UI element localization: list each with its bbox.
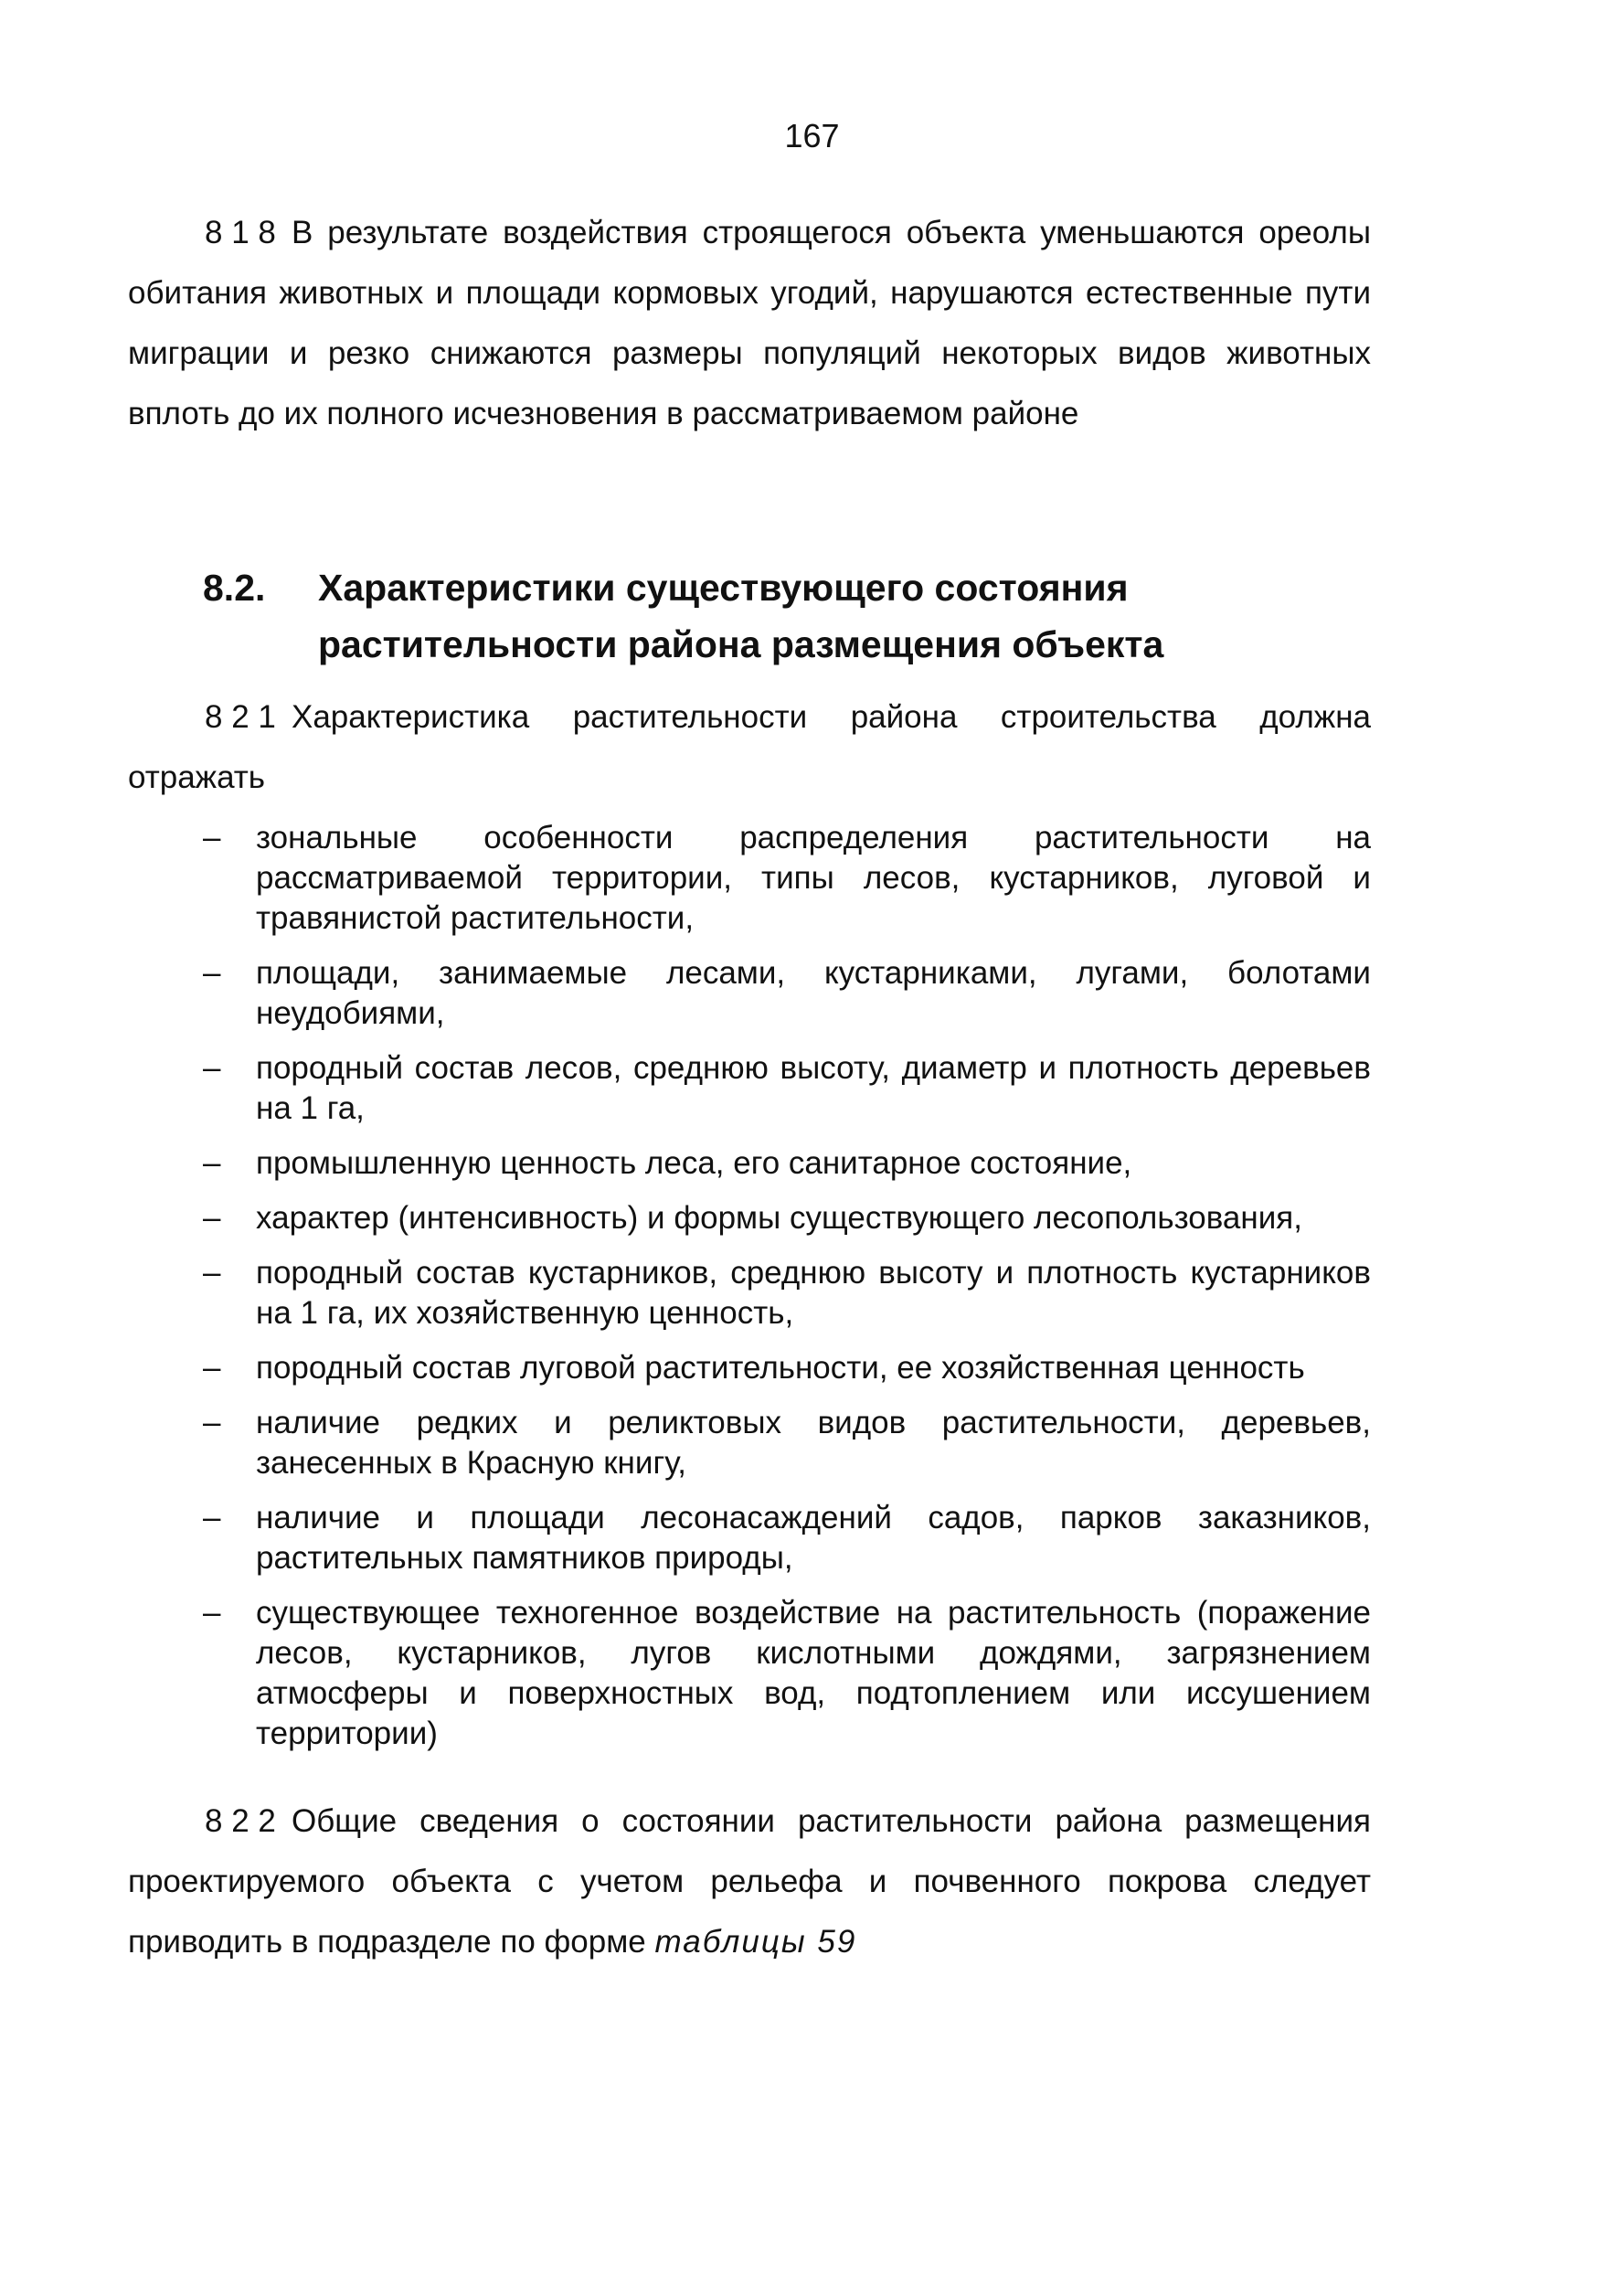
list-item-text: промышленную ценность леса, его санитарное состояние, <box>256 1145 1132 1181</box>
page-number: 167 <box>784 117 840 154</box>
list-item <box>203 1253 1371 1333</box>
list-item <box>203 1143 1371 1184</box>
list-item-text: породный состав кустарников, среднюю высоту и плотность кустарников на 1 га, их хозяйственную ценность, <box>256 1255 1371 1331</box>
paragraph-number: 8 2 1 <box>205 699 276 735</box>
list-item-text: площади, занимаемые лесами, кустарниками, лугами, болотами неудобиями, <box>256 955 1371 1031</box>
paragraph-number: 8 1 8 <box>205 215 276 250</box>
list-item <box>203 1593 1371 1754</box>
list-item <box>203 1348 1371 1388</box>
dash-bullet: – <box>203 1255 221 1291</box>
list-item <box>203 1048 1371 1129</box>
dash-bullet: – <box>203 1595 221 1631</box>
list-item <box>203 1198 1371 1238</box>
dash-bullet: – <box>203 1405 221 1440</box>
list-item-text: породный состав луговой растительности, ее хозяйственная ценность <box>256 1350 1305 1386</box>
list-item-text: характер (интенсивность) и формы существующего лесопользования, <box>256 1200 1302 1236</box>
paragraph-text: Общие сведения о состоянии растительности района размещения проектируемого объекта с учетом рельефа и почвенного покрова следует приводить в подразделе по форме <box>128 1803 1371 1960</box>
paragraph-number: 8 2 2 <box>205 1803 276 1839</box>
list-item-text: существующее техногенное воздействие на растительность (поражение лесов, кустарников, лугов кислотными дождями, загрязнением атмосферы и поверхностных вод, подтоплением или иссушением территории) <box>256 1595 1371 1751</box>
dash-bullet: – <box>203 1050 221 1086</box>
paragraph-text: В результате воздействия строящегося объекта уменьшаются ореолы обитания животных и площади кормовых угодий, нарушаются естественные пути миграции и резко снижаются размеры популяций некоторых видов животных вплоть до их полного исчезновения в рассматриваемом районе <box>128 215 1371 431</box>
section-title: Характеристики существующего состояния растительности района размещения объекта <box>318 567 1164 665</box>
dash-bullet: – <box>203 955 221 991</box>
dash-bullet: – <box>203 1200 221 1236</box>
paragraph-8-1-8 <box>128 203 1371 444</box>
paragraph-8-2-1 <box>128 687 1371 808</box>
paragraph-8-2-2 <box>128 1791 1371 1972</box>
list-item <box>203 953 1371 1034</box>
list-item <box>203 1403 1371 1483</box>
dash-bullet: – <box>203 1500 221 1535</box>
dash-bullet: – <box>203 1145 221 1181</box>
section-heading <box>203 559 1391 673</box>
requirements-list <box>203 818 1371 1769</box>
list-item-text: наличие и площади лесонасаждений садов, парков заказников, растительных памятников природы, <box>256 1500 1371 1576</box>
paragraph-text: Характеристика растительности района строительства должна отражать <box>128 699 1371 795</box>
list-item <box>203 818 1371 939</box>
table-reference: таблицы 59 <box>654 1924 857 1960</box>
list-item <box>203 1498 1371 1578</box>
list-item-text: наличие редких и реликтовых видов растительности, деревьев, занесенных в Красную книгу, <box>256 1405 1371 1481</box>
list-item-text: породный состав лесов, среднюю высоту, диаметр и плотность деревьев на 1 га, <box>256 1050 1371 1126</box>
section-number: 8.2. <box>203 567 266 609</box>
list-item-text: зональные особенности распределения растительности на рассматриваемой территории, типы лесов, кустарников, луговой и травянистой растительности, <box>256 820 1371 936</box>
dash-bullet: – <box>203 820 221 855</box>
dash-bullet: – <box>203 1350 221 1386</box>
